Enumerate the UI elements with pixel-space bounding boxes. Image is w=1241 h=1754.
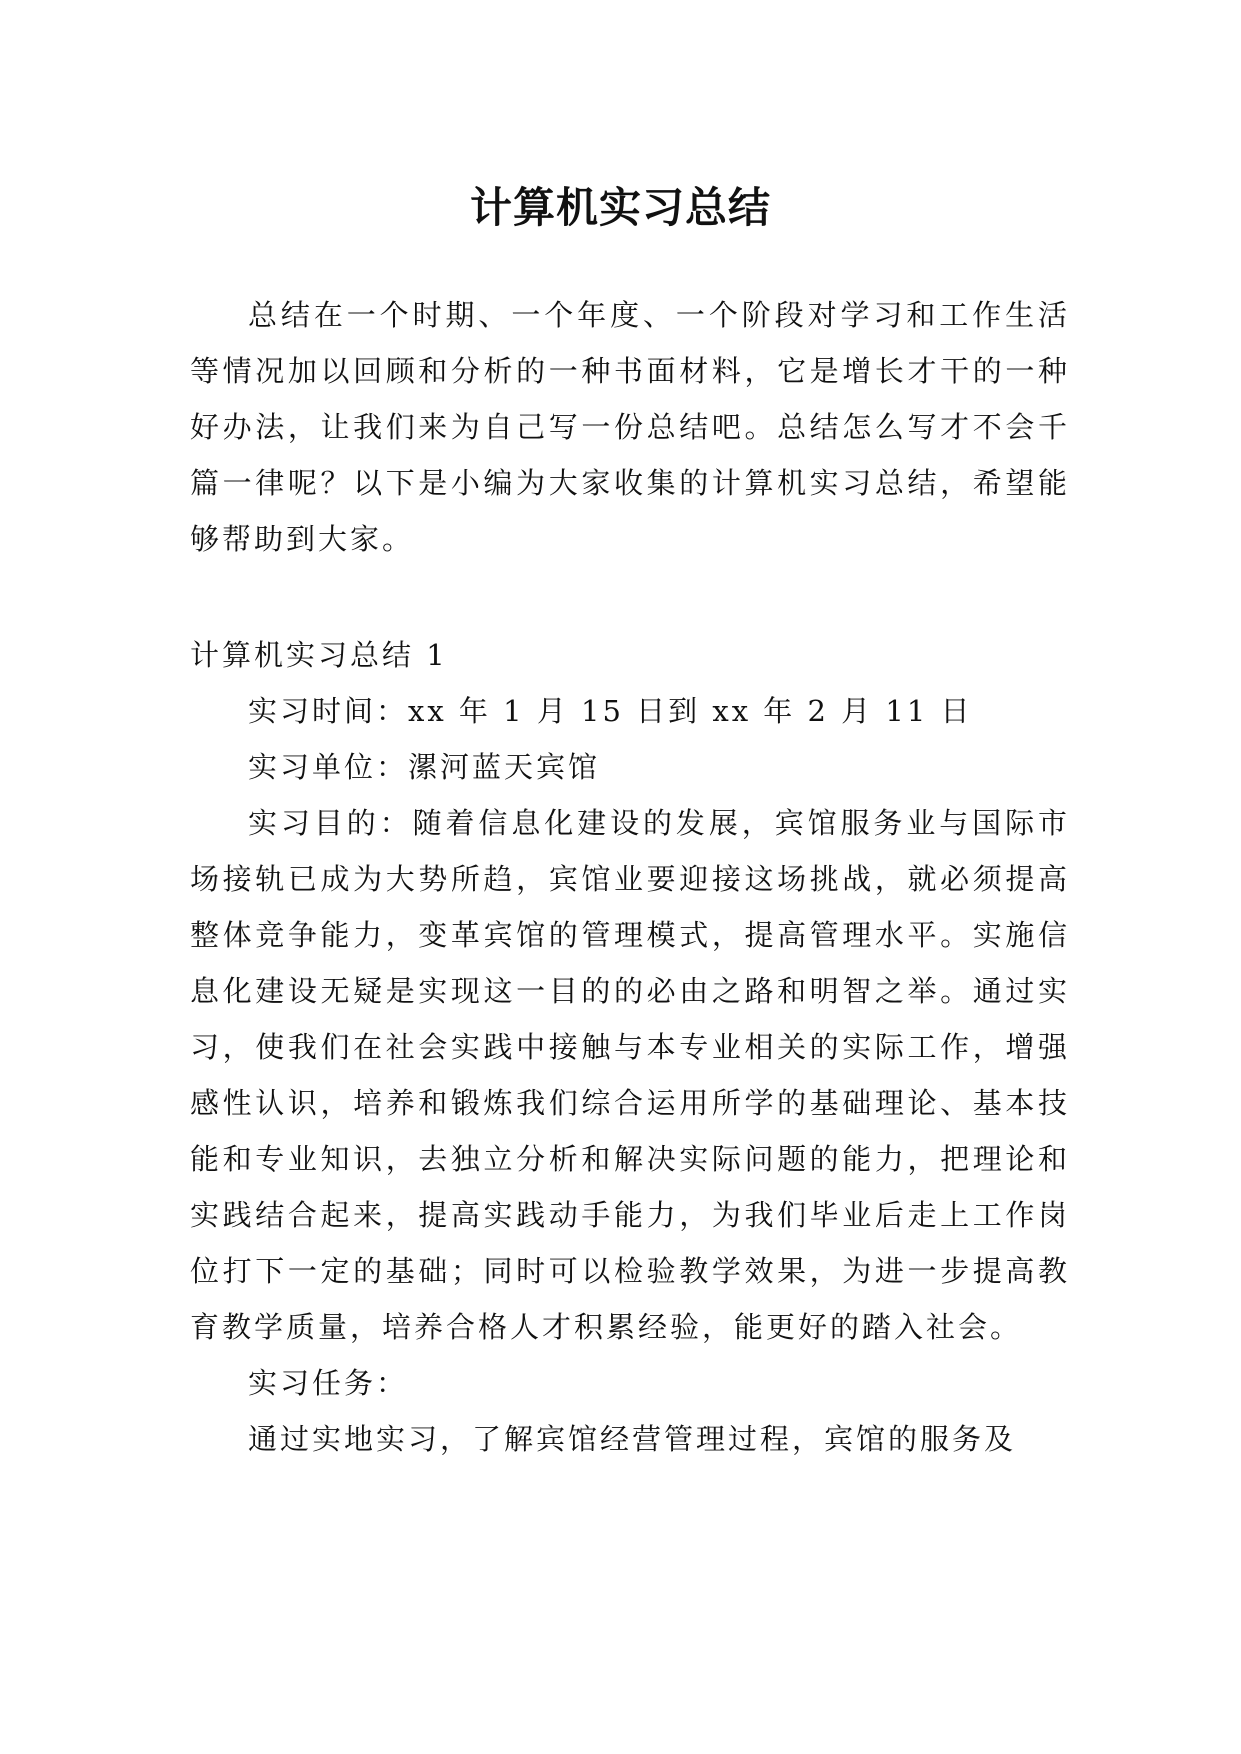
section-spacer bbox=[190, 567, 1070, 627]
internship-purpose-paragraph: 实习目的：随着信息化建设的发展，宾馆服务业与国际市场接轨已成为大势所趋，宾馆业要迎接这场挑战，就必须提高整体竞争能力，变革宾馆的管理模式，提高管理水平。实施信息化建设无疑是实现这一目的的必由之路和明智之举。通过实习，使我们在社会实践中接触与本专业相关的实际工作，增强感性认识，培养和锻炼我们综合运用所学的基础理论、基本技能和专业知识，去独立分析和解决实际问题的能力，把理论和实践结合起来，提高实践动手能力，为我们毕业后走上工作岗位打下一定的基础；同时可以检验教学效果，为进一步提高教育教学质量，培养合格人才积累经验，能更好的踏入社会。 bbox=[190, 806, 1070, 1344]
intro-paragraph: 总结在一个时期、一个年度、一个阶段对学习和工作生活等情况加以回顾和分析的一种书面材料，它是增长才干的一种好办法，让我们来为自己写一份总结吧。总结怎么写才不会千篇一律呢？以下是小编为大家收集的计算机实习总结，希望能够帮助到大家。 bbox=[190, 298, 1070, 556]
document-body bbox=[190, 287, 1070, 1467]
internship-task-label: 实习任务： bbox=[248, 1366, 409, 1400]
internship-unit-paragraph: 实习单位：漯河蓝天宾馆 bbox=[248, 750, 601, 784]
internship-task-paragraph: 通过实地实习，了解宾馆经营管理过程，宾馆的服务及 bbox=[248, 1422, 1017, 1456]
document-title: 计算机实习总结 bbox=[469, 183, 771, 233]
section-heading: 计算机实习总结 1 bbox=[190, 638, 448, 672]
internship-time-paragraph: 实习时间：xx 年 1 月 15 日到 xx 年 2 月 11 日 bbox=[248, 694, 973, 728]
